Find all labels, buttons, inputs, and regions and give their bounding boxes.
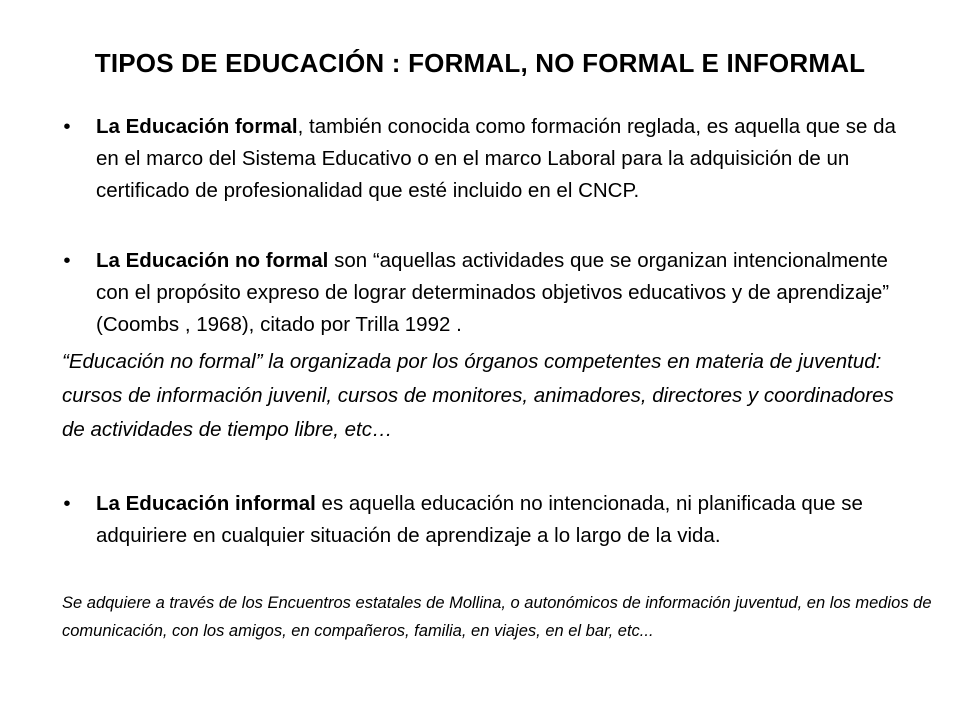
- bullet-text: [96, 111, 912, 207]
- bullet-icon: •: [63, 249, 71, 272]
- bullet-label: La Educación formal: [96, 115, 298, 138]
- quote-paragraph: “Educación no formal” la organizada por los órganos competentes en materia de juventud: cursos de información juvenil, cursos de monitores, animadores, directores y coordinadores de actividades de tiempo libre, etc…: [62, 350, 894, 441]
- bullet-text: [96, 488, 912, 552]
- bullet-item-formal: [62, 111, 912, 207]
- bullet-body: es aquella educación no intencionada, ni planificada que se adquiriere en cualquier situación de aprendizaje a lo largo de la vida.: [96, 492, 863, 547]
- bullet-item-no-formal: [62, 245, 912, 341]
- note-paragraph: Se adquiere a través de los Encuentros estatales de Mollina, o autonómicos de información juventud, en los medios de comunicación, con los amigos, en compañeros, familia, en viajes, en el bar, etc...: [62, 594, 932, 640]
- slide-title: TIPOS DE EDUCACIÓN : FORMAL, NO FORMAL E INFORMAL: [94, 48, 866, 78]
- bullet-body: , también conocida como formación reglada, es aquella que se da en el marco del Sistema Educativo o en el marco Laboral para la adquisición de un certificado de profesionalidad que esté incluido en el CNCP.: [96, 115, 896, 202]
- bullet-label: La Educación informal: [96, 492, 316, 515]
- bullet-body: son “aquellas actividades que se organizan intencionalmente con el propósito expreso de lograr determinados objetivos educativos y de aprendizaje” (Coombs , 1968), citado por Trilla 1992 .: [96, 249, 890, 336]
- bullet-text: [96, 245, 912, 341]
- bullet-icon: •: [63, 492, 71, 515]
- bullet-label: La Educación no formal: [96, 249, 329, 272]
- bullet-icon: •: [63, 115, 71, 138]
- bullet-item-informal: [62, 488, 912, 552]
